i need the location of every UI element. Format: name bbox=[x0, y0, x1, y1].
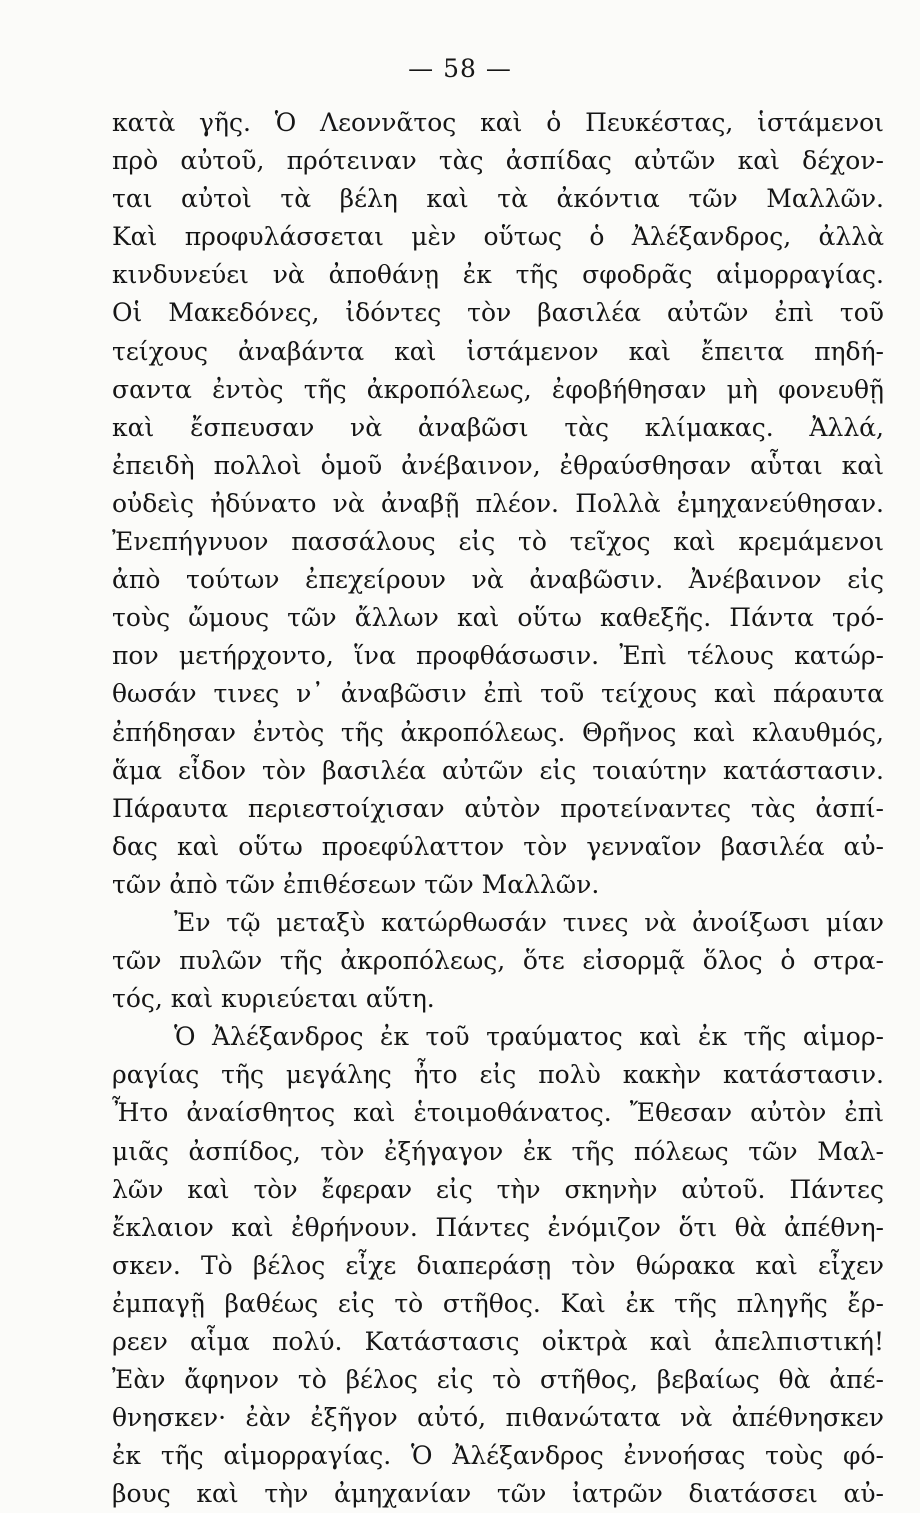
text-line: κινδυνεύει νὰ ἀποθάνῃ ἐκ τῆς σφοδρᾶς αἱμορραγίας. bbox=[112, 260, 884, 290]
text-line: τοὺς ὤμους τῶν ἄλλων καὶ οὕτω καθεξῆς. Πάντα τρό- bbox=[112, 603, 884, 633]
text-line: τῶν ἀπὸ τῶν ἐπιθέσεων τῶν Μαλλῶν. bbox=[112, 869, 600, 899]
text-line: θωσάν τινες ν᾽ ἀναβῶσιν ἐπὶ τοῦ τείχους καὶ πάραυτα bbox=[112, 679, 884, 709]
text-line: λῶν καὶ τὸν ἔφεραν εἰς τὴν σκηνὴν αὐτοῦ. Πάντες bbox=[112, 1174, 884, 1204]
text-line: κατὰ γῆς. Ὁ Λεοννᾶτος καὶ ὁ Πευκέστας, ἱστάμενοι bbox=[112, 108, 884, 137]
text-line: ται αὐτοὶ τὰ βέλη καὶ τὰ ἀκόντια τῶν Μαλλῶν. bbox=[112, 184, 884, 214]
page-number: — 58 — bbox=[408, 54, 512, 83]
text-line: Ἐνεπήγνυον πασσάλους εἰς τὸ τεῖχος καὶ κρεμάμενοι bbox=[112, 527, 884, 557]
text-line: μιᾶς ἀσπίδος, τὸν ἐξήγαγον ἐκ τῆς πόλεως τῶν Μαλ- bbox=[112, 1136, 884, 1166]
body-text bbox=[112, 104, 884, 1513]
text-line: βους καὶ τὴν ἀμηχανίαν τῶν ἰατρῶν διατάσσει αὐ- bbox=[112, 1479, 884, 1509]
text-line: καὶ ἔσπευσαν νὰ ἀναβῶσι τὰς κλίμακας. Ἀλλά, bbox=[112, 412, 884, 442]
text-line: ἐμπαγῇ βαθέως εἰς τὸ στῆθος. Καὶ ἐκ τῆς πληγῆς ἔρ- bbox=[112, 1288, 884, 1318]
text-line: ἐπήδησαν ἐντὸς τῆς ἀκροπόλεως. Θρῆνος καὶ κλαυθμός, bbox=[112, 717, 884, 747]
text-line: ἔκλαιον καὶ ἐθρήνουν. Πάντες ἐνόμιζον ὅτι θὰ ἀπέθνη- bbox=[112, 1212, 884, 1242]
text-line: τός, καὶ κυριεύεται αὕτη. bbox=[112, 984, 435, 1014]
text-line: Ἐν τῷ μεταξὺ κατώρθωσάν τινες νὰ ἀνοίξωσι μίαν bbox=[174, 907, 884, 937]
text-line: ἅμα εἶδον τὸν βασιλέα αὐτῶν εἰς τοιαύτην κατάστασιν. bbox=[112, 755, 884, 785]
text-line: θνησκεν· ἐὰν ἐξῆγον αὐτό, πιθανώτατα νὰ ἀπέθνησκεν bbox=[112, 1403, 884, 1433]
text-line: ἀπὸ τούτων ἐπεχείρουν νὰ ἀναβῶσιν. Ἀνέβαινον εἰς bbox=[112, 565, 884, 595]
text-line: Ἦτο ἀναίσθητος καὶ ἑτοιμοθάνατος. Ἔθεσαν αὐτὸν ἐπὶ bbox=[112, 1098, 884, 1128]
text-line: σαντα ἐντὸς τῆς ἀκροπόλεως, ἐφοβήθησαν μὴ φονευθῇ bbox=[112, 374, 884, 404]
text-line: Καὶ προφυλάσσεται μὲν οὕτως ὁ Ἀλέξανδρος, ἀλλὰ bbox=[112, 222, 884, 252]
text-line: οὐδεὶς ἠδύνατο νὰ ἀναβῇ πλέον. Πολλὰ ἐμηχανεύθησαν. bbox=[112, 488, 884, 518]
text-line: σκεν. Τὸ βέλος εἶχε διαπεράσῃ τὸν θώρακα καὶ εἶχεν bbox=[112, 1250, 884, 1280]
text-line: ρεεν αἷμα πολύ. Κατάστασις οἰκτρὰ καὶ ἀπελπιστική! bbox=[112, 1327, 884, 1356]
text-line: Πάραυτα περιεστοίχισαν αὐτὸν προτείναντες τὰς ἀσπί- bbox=[112, 793, 884, 823]
text-line: ραγίας τῆς μεγάλης ἦτο εἰς πολὺ κακὴν κατάστασιν. bbox=[112, 1060, 884, 1090]
text-line: πον μετήρχοντο, ἵνα προφθάσωσιν. Ἐπὶ τέλους κατώρ- bbox=[112, 641, 884, 671]
text-line: ἐκ τῆς αἱμορραγίας. Ὁ Ἀλέξανδρος ἐννοήσας τοὺς φό- bbox=[112, 1441, 884, 1471]
text-line: Ἐὰν ἄφηνον τὸ βέλος εἰς τὸ στῆθος, βεβαίως θὰ ἀπέ- bbox=[112, 1365, 884, 1395]
text-line: ἐπειδὴ πολλοὶ ὁμοῦ ἀνέβαινον, ἐθραύσθησαν αὗται καὶ bbox=[112, 450, 884, 480]
text-line: Οἱ Μακεδόνες, ἰδόντες τὸν βασιλέα αὐτῶν ἐπὶ τοῦ bbox=[112, 298, 884, 328]
text-line: τείχους ἀναβάντα καὶ ἱστάμενον καὶ ἔπειτα πηδή- bbox=[112, 336, 884, 366]
text-line: τῶν πυλῶν τῆς ἀκροπόλεως, ὅτε εἰσορμᾷ ὅλος ὁ στρα- bbox=[112, 946, 884, 976]
text-line: πρὸ αὐτοῦ, πρότειναν τὰς ἀσπίδας αὐτῶν καὶ δέχον- bbox=[112, 146, 884, 176]
text-line: Ὁ Ἀλέξανδρος ἐκ τοῦ τραύματος καὶ ἐκ τῆς αἱμορ- bbox=[174, 1022, 884, 1052]
text-line: δας καὶ οὕτω προεφύλαττον τὸν γενναῖον βασιλέα αὐ- bbox=[112, 831, 884, 861]
